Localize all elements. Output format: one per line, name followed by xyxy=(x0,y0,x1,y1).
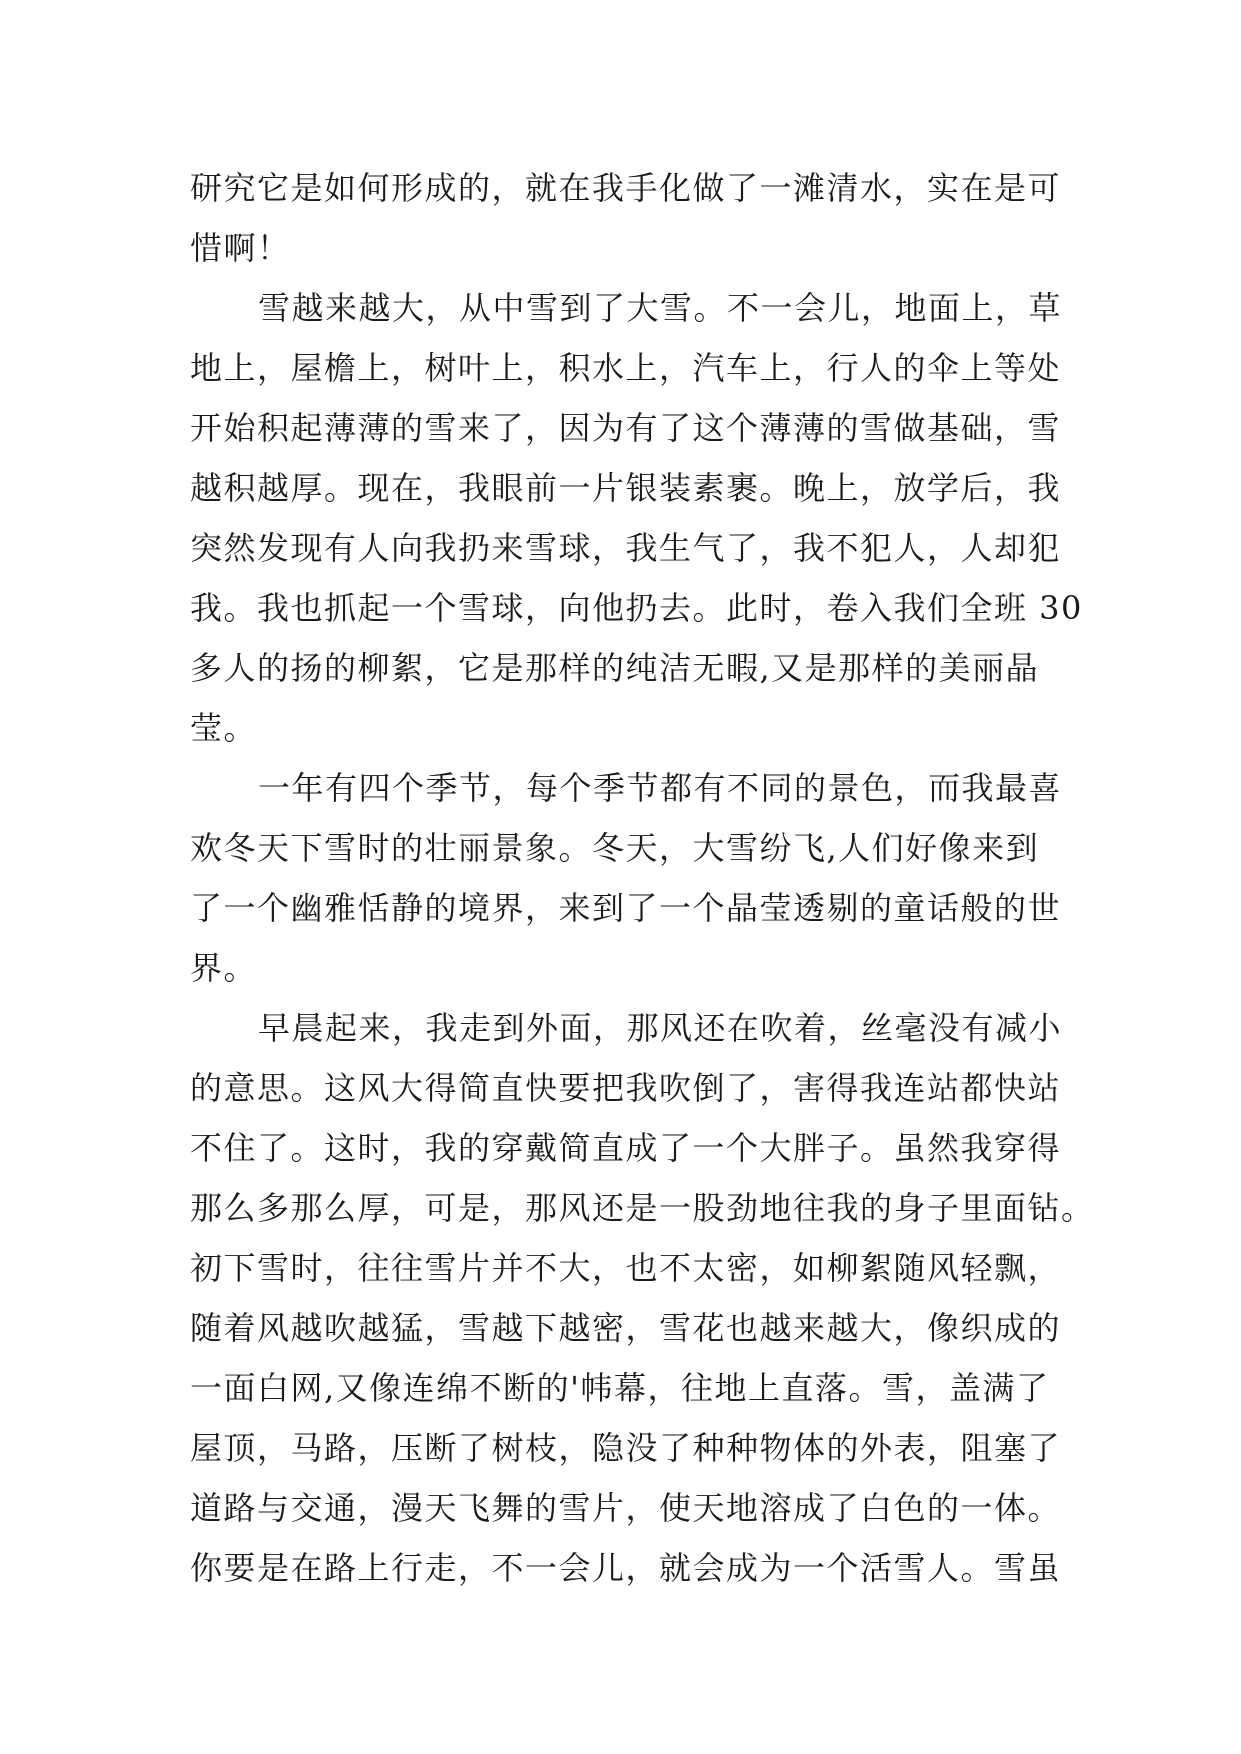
paragraph-3 xyxy=(190,758,1070,998)
text-line: 不住了。这时，我的穿戴简直成了一个大胖子。虽然我穿得 xyxy=(190,1129,1062,1167)
text-line: 越积越厚。现在，我眼前一片银装素裹。晚上，放学后，我 xyxy=(190,469,1062,507)
text-line: 道路与交通，漫天飞舞的雪片，使天地溶成了白色的一体。 xyxy=(190,1489,1062,1527)
text-line: 多人的扬的柳絮，它是那样的纯洁无暇,又是那样的美丽晶 xyxy=(190,649,1040,687)
paragraph-4 xyxy=(190,998,1095,1598)
text-line: 界。 xyxy=(190,949,258,987)
text-line: 初下雪时，往往雪片并不大，也不太密，如柳絮随风轻飘， xyxy=(190,1249,1062,1287)
text-line: 地上，屋檐上，树叶上，积水上，汽车上，行人的伞上等处 xyxy=(190,349,1062,387)
text-line: 雪越来越大，从中雪到了大雪。不一会儿，地面上，草 xyxy=(258,289,1063,327)
text-line: 一年有四个季节，每个季节都有不同的景色，而我最喜 xyxy=(258,769,1063,807)
text-line: 欢冬天下雪时的壮丽景象。冬天，大雪纷飞,人们好像来到 xyxy=(190,829,1040,867)
text-line: 我。我也抓起一个雪球，向他扔去。此时，卷入我们全班 30 xyxy=(190,589,1083,627)
text-line: 屋顶，马路，压断了树枝，隐没了种种物体的外表，阻塞了 xyxy=(190,1429,1062,1467)
paragraph-1 xyxy=(190,158,1070,278)
text-line: 开始积起薄薄的雪来了，因为有了这个薄薄的雪做基础，雪 xyxy=(190,409,1062,447)
text-line: 莹。 xyxy=(190,709,258,747)
text-line: 一面白网,又像连绵不断的'帏幕，往地上直落。雪，盖满了 xyxy=(190,1369,1050,1407)
text-line: 研究它是如何形成的，就在我手化做了一滩清水，实在是可 xyxy=(190,169,1062,207)
paragraph-2 xyxy=(190,278,1083,758)
text-line: 的意思。这风大得简直快要把我吹倒了，害得我连站都快站 xyxy=(190,1069,1062,1107)
body-text xyxy=(190,158,1095,1598)
text-line: 了一个幽雅恬静的境界，来到了一个晶莹透剔的童话般的世 xyxy=(190,889,1062,927)
text-line: 突然发现有人向我扔来雪球，我生气了，我不犯人，人却犯 xyxy=(190,529,1062,567)
text-line: 你要是在路上行走，不一会儿，就会成为一个活雪人。雪虽 xyxy=(190,1549,1062,1587)
text-line: 那么多那么厚，可是，那风还是一股劲地往我的身子里面钻。 xyxy=(190,1189,1095,1227)
text-line: 惜啊！ xyxy=(190,229,291,267)
text-line: 随着风越吹越猛，雪越下越密，雪花也越来越大，像织成的 xyxy=(190,1309,1062,1347)
text-line: 早晨起来，我走到外面，那风还在吹着，丝毫没有减小 xyxy=(258,1009,1063,1047)
